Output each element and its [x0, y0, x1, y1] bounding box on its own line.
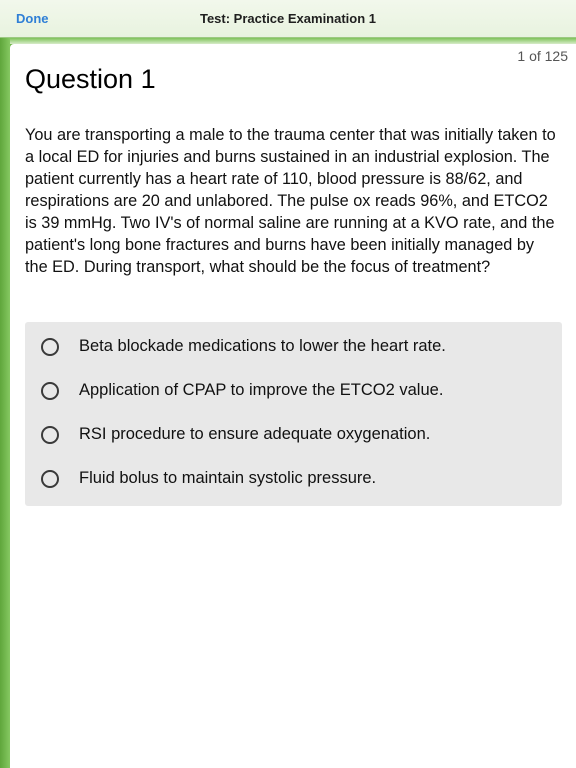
answer-label: Application of CPAP to improve the ETCO2 value.	[79, 381, 444, 399]
question-card	[10, 44, 576, 768]
answer-option-4[interactable]	[25, 456, 562, 500]
question-title: Question 1	[25, 64, 156, 94]
navigation-bar	[0, 0, 576, 38]
radio-unselected-icon[interactable]	[41, 470, 59, 488]
answer-list	[25, 322, 562, 506]
answer-label: Fluid bolus to maintain systolic pressure.	[79, 469, 377, 487]
answer-option-2[interactable]	[25, 368, 562, 412]
answer-label: RSI procedure to ensure adequate oxygenation.	[79, 425, 431, 443]
answer-option-3[interactable]	[25, 412, 562, 456]
nav-title: Test: Practice Examination 1	[199, 11, 377, 26]
question-text: You are transporting a male to the trauma center that was initially taken to a local ED for injuries and burns sustained in an industrial explosion. The patient currently has a heart rate of 110, blood pressure is 88/62, and respirations are 20 and unlabored. The pulse ox reads 96%, and ETCO2 is 39 mmHg. Two IV's of normal saline are running at a KVO rate, and the patient's long bone fractures and burns have been initially managed by the ED. During transport, what should be the focus of treatment?	[25, 126, 556, 276]
radio-unselected-icon[interactable]	[41, 426, 59, 444]
done-button[interactable]: Done	[16, 11, 49, 26]
answer-label: Beta blockade medications to lower the heart rate.	[79, 337, 446, 355]
radio-unselected-icon[interactable]	[41, 382, 59, 400]
question-progress: 1 of 125	[517, 48, 568, 64]
radio-unselected-icon[interactable]	[41, 338, 59, 356]
answer-option-1[interactable]	[25, 324, 562, 368]
frame-left-strip	[0, 38, 10, 768]
